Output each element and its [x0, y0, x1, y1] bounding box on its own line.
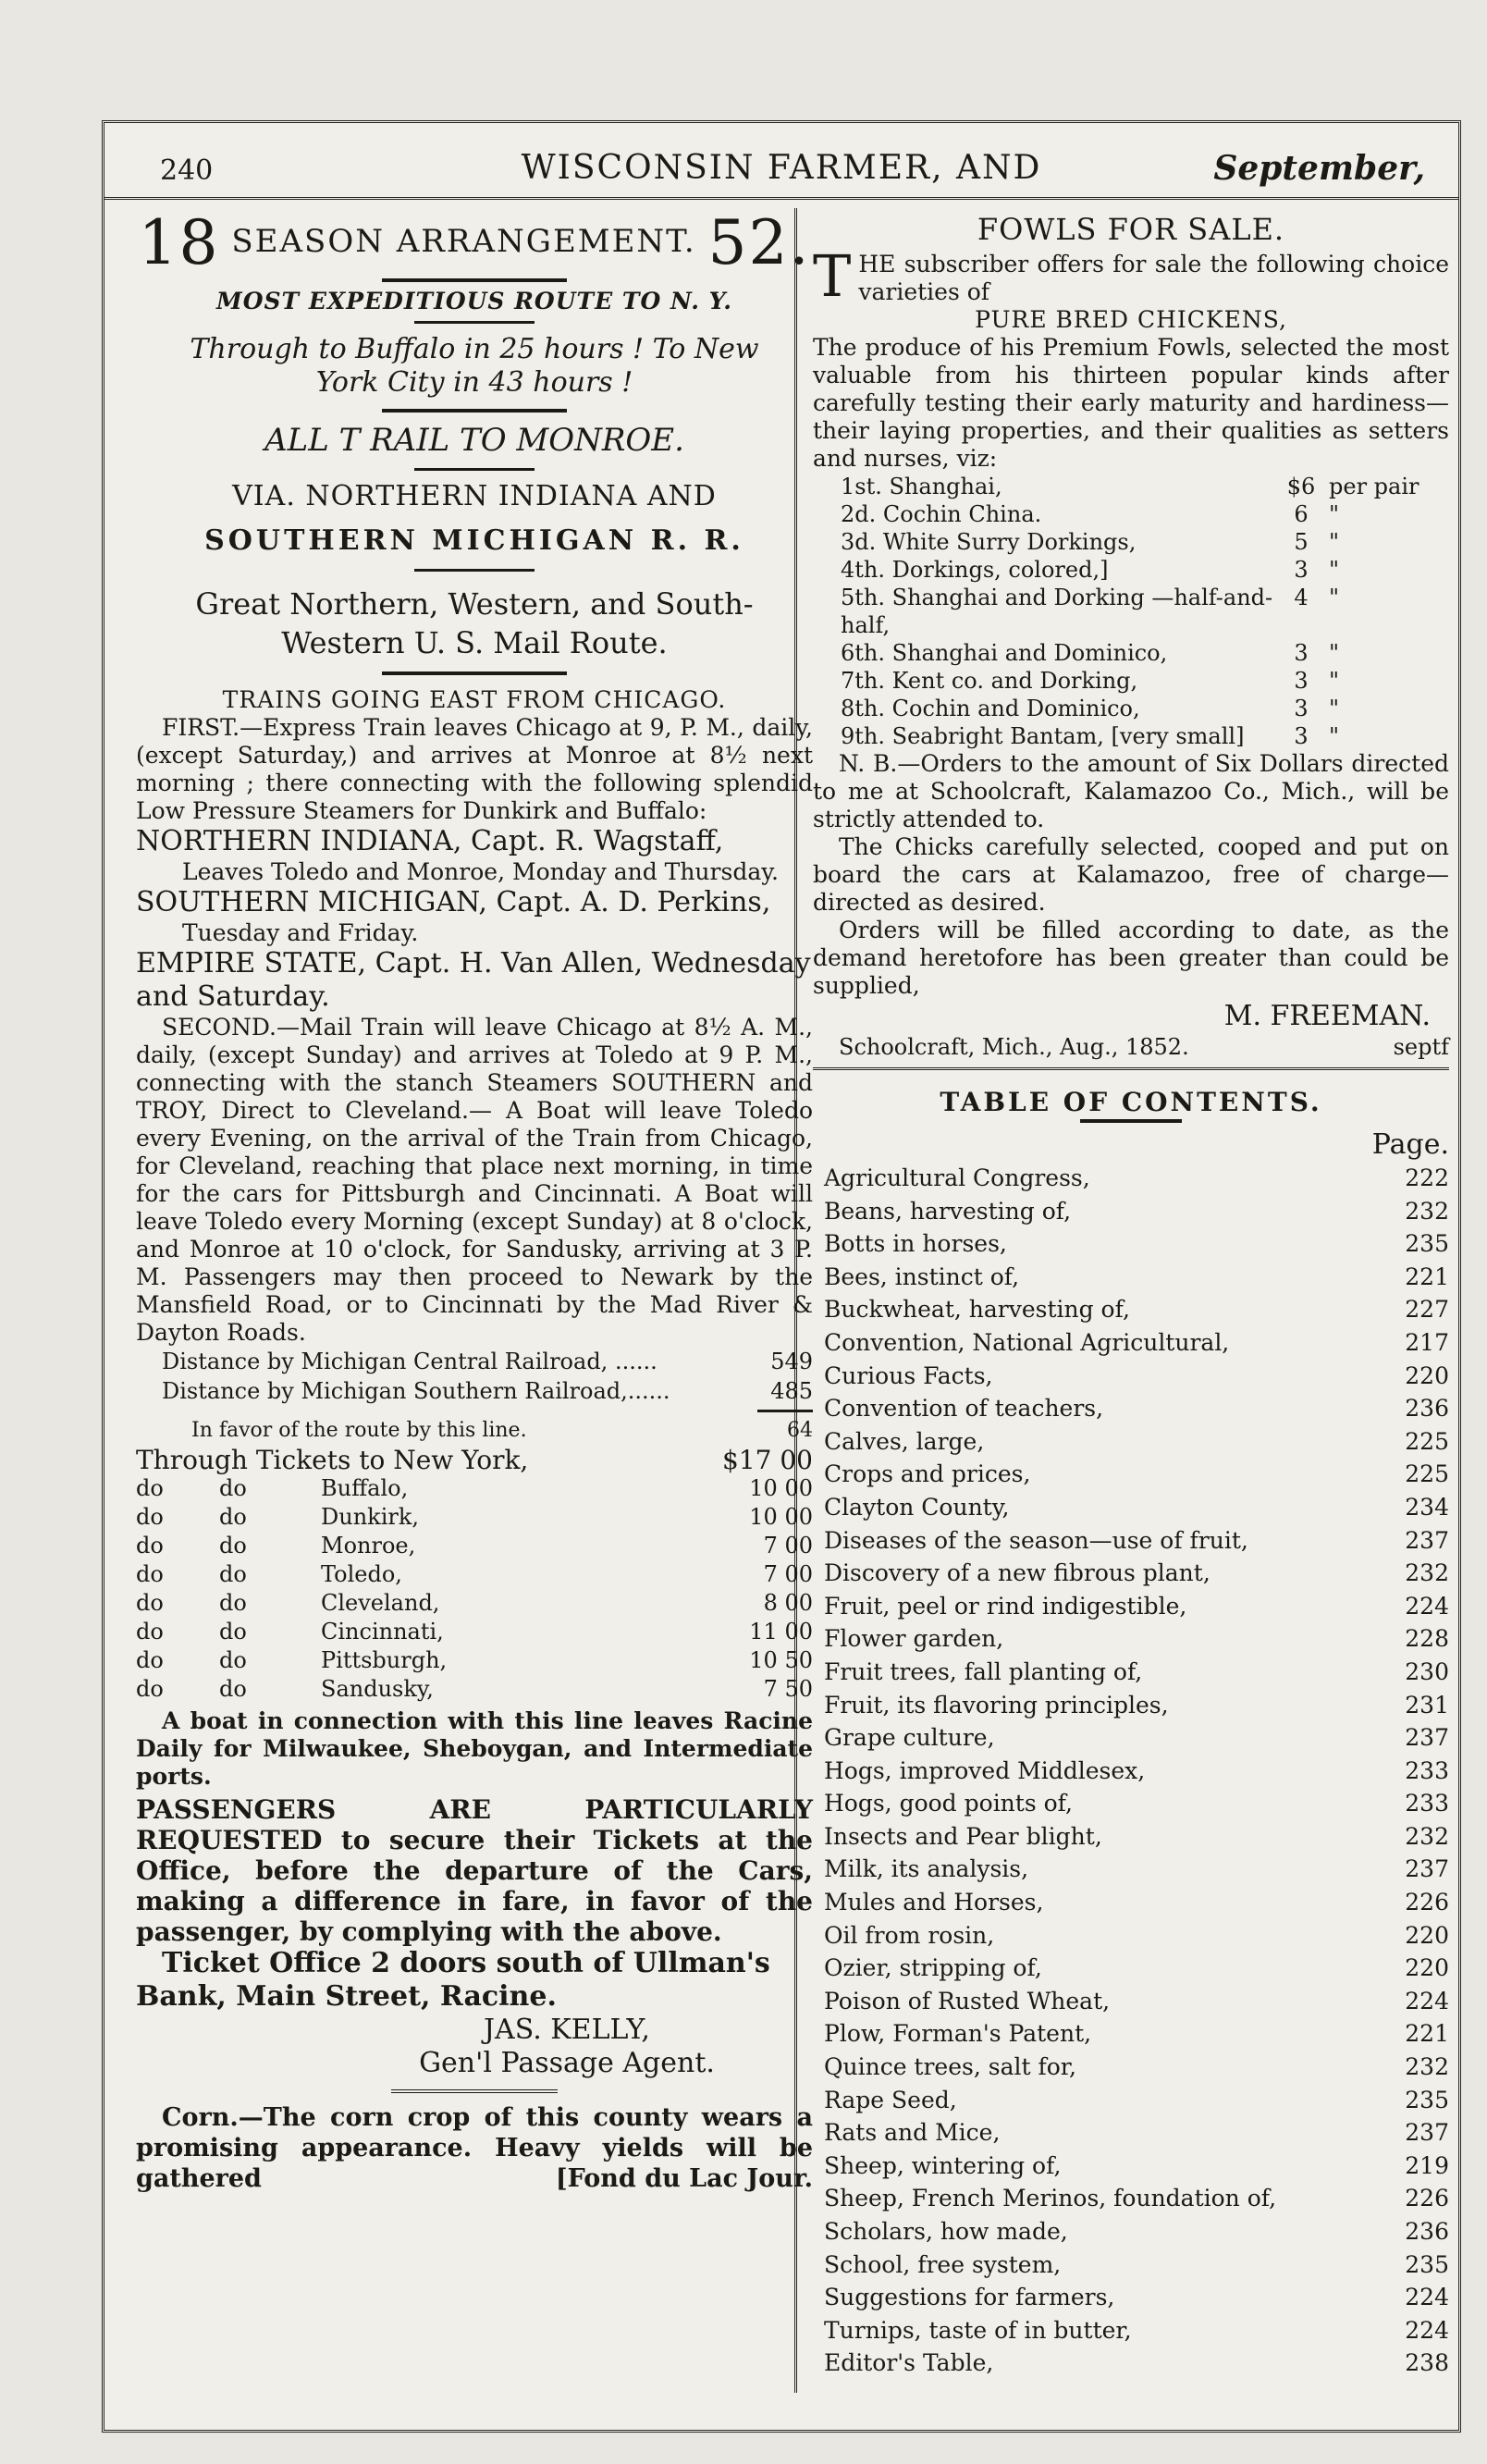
toc-entry — [813, 1491, 1449, 1524]
toc-entry-title: Botts in horses, — [824, 1230, 1007, 1258]
fare-ditto: do — [136, 1619, 164, 1645]
toc-entry-title: Clayton County, — [824, 1493, 1010, 1521]
fare-row — [136, 1532, 813, 1560]
fare-ditto: do — [219, 1504, 247, 1530]
agent-title: Gen'l Passage Agent. — [419, 2047, 715, 2079]
fowl-item — [813, 695, 1449, 722]
steamer-empire-state: EMPIRE STATE, Capt. H. Van Allen, Wednesday and Saturday. — [136, 947, 811, 1013]
fowl-name: 7th. Kent co. and Dorking, — [841, 668, 1138, 694]
toc-entry-page: 234 — [1405, 1493, 1449, 1521]
fowl-price: 3 — [1294, 640, 1309, 666]
toc-entry — [813, 2347, 1449, 2380]
fowl-item — [813, 722, 1449, 750]
toc-entry-page: 226 — [1405, 1889, 1449, 1916]
toc-entry-title: Fruit, peel or rind indigestible, — [824, 1592, 1187, 1620]
first-train: FIRST.—Express Train leaves Chicago at 9, P. M., daily, (except Saturday,) and arrives at Monroe at 8½ next morning ; there connecting with the following splendid Low Pressure Steamers for Dunkirk and Buffalo: — [136, 714, 813, 824]
through-ticket-price: $17 00 — [722, 1445, 813, 1475]
toc-entry-title: Hogs, improved Middlesex, — [824, 1756, 1146, 1784]
divider — [414, 321, 535, 324]
toc-entry — [813, 2017, 1449, 2051]
fowl-price: 6 — [1294, 501, 1309, 527]
steamer-northern-indiana-days: Leaves Toledo and Monroe, Monday and Thursday. — [182, 858, 779, 885]
toc-entry-title: Calves, large, — [824, 1427, 985, 1455]
toc-entry-page: 228 — [1405, 1625, 1449, 1653]
toc-entry-page: 217 — [1405, 1328, 1449, 1356]
toc-entry-page: 220 — [1405, 1361, 1449, 1389]
fare-row — [136, 1560, 813, 1589]
railroad-name: SOUTHERN MICHIGAN R. R. — [204, 524, 744, 557]
distance-label: Distance by Michigan Southern Railroad,...... — [162, 1378, 670, 1404]
page-number: 240 — [160, 154, 214, 187]
fowl-unit: " — [1329, 696, 1340, 721]
divider — [414, 569, 535, 572]
fare-ditto: do — [136, 1533, 164, 1558]
fare-ditto: do — [136, 1647, 164, 1673]
toc-entry-page: 220 — [1405, 1921, 1449, 1949]
toc-entry-page: 224 — [1405, 2316, 1449, 2344]
toc-entry-title: Quince trees, salt for, — [824, 2053, 1076, 2081]
favor-row — [136, 1416, 813, 1446]
fare-row — [136, 1474, 813, 1503]
toc-entry-page: 235 — [1405, 2086, 1449, 2113]
toc-entry — [813, 1293, 1449, 1326]
toc-entry-title: Editor's Table, — [824, 2349, 994, 2377]
route-line: MOST EXPEDITIOUS ROUTE TO N. Y. — [216, 288, 732, 314]
fowl-unit: " — [1329, 723, 1340, 749]
toc-entry-title: Convention, National Agricultural, — [824, 1328, 1230, 1356]
fare-destination: Cincinnati, — [321, 1619, 444, 1645]
fare-destination: Monroe, — [321, 1533, 416, 1558]
fowl-name: 9th. Seabright Bantam, [very small] — [841, 723, 1245, 749]
toc-entry-title: Turnips, taste of in butter, — [824, 2316, 1132, 2344]
corn-notice — [136, 2102, 813, 2194]
fare-destination: Cleveland, — [321, 1590, 440, 1616]
fowl-item — [813, 528, 1449, 556]
all-rail-line: ALL T RAIL TO MONROE. — [264, 422, 684, 459]
fare-destination: Pittsburgh, — [321, 1647, 448, 1673]
toc-entry-page: 233 — [1405, 1790, 1449, 1817]
through-ticket-row — [136, 1446, 813, 1474]
toc-entry-page: 225 — [1405, 1460, 1449, 1488]
toc-entry-page: 237 — [1405, 1855, 1449, 1883]
toc-entry-title: Buckwheat, harvesting of, — [824, 1296, 1130, 1324]
fowl-unit: per pair — [1329, 474, 1419, 499]
page-header — [104, 142, 1458, 200]
fowl-item — [813, 639, 1449, 667]
boat-notice: A boat in connection with this line leaves Racine Daily for Milwaukee, Sheboygan, and Intermediate ports. — [136, 1707, 813, 1790]
toc-entry-title: Diseases of the season—use of fruit, — [824, 1526, 1248, 1554]
toc-entry — [813, 1524, 1449, 1558]
toc-entry — [813, 2281, 1449, 2314]
through-ticket-label: Through Tickets to New York, — [136, 1445, 529, 1475]
toc-entry-page: 232 — [1405, 1822, 1449, 1850]
favor-label: In favor of the route by this line. — [191, 1419, 527, 1442]
distance-value: 485 — [770, 1378, 813, 1404]
fowl-price: $6 — [1286, 474, 1316, 499]
fare-ditto: do — [136, 1475, 164, 1501]
toc-entry — [813, 1919, 1449, 1953]
distance-label: Distance by Michigan Central Railroad, ...... — [162, 1349, 657, 1374]
toc-entry-page: 224 — [1405, 1987, 1449, 2014]
toc-entry — [813, 2215, 1449, 2248]
fowl-name: 6th. Shanghai and Dominico, — [841, 640, 1168, 666]
fare-ditto: do — [219, 1647, 247, 1673]
toc-entry-page: 224 — [1405, 1592, 1449, 1620]
toc-entry-title: Suggestions for farmers, — [824, 2284, 1115, 2311]
divider — [391, 2089, 558, 2093]
toc-entry — [813, 2248, 1449, 2282]
toc-entry-page: 219 — [1405, 2151, 1449, 2179]
toc-entry-title: Flower garden, — [824, 1625, 1004, 1653]
toc-entry-title: Grape culture, — [824, 1724, 995, 1752]
toc-entry — [813, 2051, 1449, 2084]
fare-row — [136, 1675, 813, 1704]
ticket-office: Ticket Office 2 doors south of Ullman's Bank, Main Street, Racine. — [136, 1947, 770, 2013]
fare-price: 8 00 — [763, 1590, 813, 1616]
chicks-note: The Chicks carefully selected, cooped and put on board the cars at Kalamazoo, free of charge—directed as desired. — [813, 833, 1449, 916]
season-heading — [136, 208, 813, 277]
fowl-unit: " — [1329, 529, 1340, 555]
fare-destination: Buffalo, — [321, 1475, 409, 1501]
fowls-intro — [813, 242, 1449, 310]
year-suffix: 52. — [707, 207, 811, 278]
toc-entry-title: Plow, Forman's Patent, — [824, 2020, 1092, 2048]
toc-entry-title: Rape Seed, — [824, 2086, 957, 2113]
fowl-unit: " — [1329, 501, 1340, 527]
toc-entry-title: School, free system, — [824, 2250, 1062, 2278]
distance-row — [136, 1347, 813, 1376]
fare-table — [136, 1474, 813, 1704]
divider — [382, 409, 567, 413]
toc-entry — [813, 1360, 1449, 1393]
toc-entry-page: 221 — [1405, 1263, 1449, 1290]
toc-entry-title: Mules and Horses, — [824, 1889, 1044, 1916]
fare-ditto: do — [219, 1533, 247, 1558]
divider — [382, 671, 567, 675]
fare-ditto: do — [136, 1561, 164, 1587]
fare-row — [136, 1618, 813, 1646]
fare-price: 10 00 — [749, 1504, 813, 1530]
toc-entry-title: Beans, harvesting of, — [824, 1197, 1072, 1225]
toc-entry-title: Convention of teachers, — [824, 1395, 1104, 1423]
trains-heading: TRAINS GOING EAST FROM CHICAGO. — [222, 686, 727, 713]
toc-entry — [813, 1590, 1449, 1623]
distance-value: 549 — [770, 1349, 813, 1374]
toc-entry — [813, 1689, 1449, 1722]
toc-entry — [813, 1195, 1449, 1228]
toc-entry — [813, 2314, 1449, 2347]
corn-source: [Fond du Lac Jour. — [555, 2164, 813, 2193]
fowls-intro-text: HE subscriber offers for sale the following choice varieties of — [858, 251, 1449, 305]
fare-price: 7 00 — [763, 1533, 813, 1558]
toc-entry-page: 235 — [1405, 2250, 1449, 2278]
fowl-price: 3 — [1294, 557, 1309, 583]
newspaper-page — [102, 120, 1461, 2433]
dateline: Schoolcraft, Mich., Aug., 1852. — [839, 1034, 1189, 1060]
toc-entry-page: 232 — [1405, 1197, 1449, 1225]
fare-price: 10 50 — [749, 1647, 813, 1673]
fare-price: 7 50 — [763, 1676, 813, 1702]
toc-entry-title: Sheep, wintering of, — [824, 2151, 1062, 2179]
fare-price: 10 00 — [749, 1475, 813, 1501]
page-title: WISCONSIN FARMER, AND — [521, 149, 1042, 187]
fare-ditto: do — [219, 1676, 247, 1702]
fare-destination: Toledo, — [321, 1561, 402, 1587]
toc-entry-page: 221 — [1405, 2020, 1449, 2048]
toc-entry — [813, 1886, 1449, 1919]
toc-entry-page: 237 — [1405, 2119, 1449, 2147]
steamer-northern-indiana: NORTHERN INDIANA, Capt. R. Wagstaff, — [136, 825, 724, 857]
page-month: September, — [1213, 149, 1425, 188]
fare-ditto: do — [136, 1590, 164, 1616]
toc-entry-page: 235 — [1405, 1230, 1449, 1258]
pure-bred-chickens: PURE BRED CHICKENS, — [975, 306, 1287, 333]
dateline-row — [813, 1033, 1449, 1062]
divider — [382, 278, 567, 282]
toc-entry-page: 231 — [1405, 1691, 1449, 1719]
fare-ditto: do — [136, 1676, 164, 1702]
favor-value: 64 — [787, 1419, 813, 1442]
toc-entry-page: 232 — [1405, 2053, 1449, 2081]
toc-entry-title: Crops and prices, — [824, 1460, 1031, 1488]
fowl-name: 3d. White Surry Dorkings, — [841, 529, 1137, 555]
toc-entry — [813, 1952, 1449, 1985]
toc-entry-title: Rats and Mice, — [824, 2119, 1001, 2147]
toc-entry — [813, 1326, 1449, 1360]
toc-entry — [813, 2150, 1449, 2183]
toc-entry — [813, 1261, 1449, 1294]
via-line: VIA. NORTHERN INDIANA AND — [232, 480, 717, 512]
toc-entry-page: 222 — [1405, 1164, 1449, 1191]
fowl-price: 3 — [1294, 668, 1309, 694]
divider — [414, 468, 535, 471]
fare-ditto: do — [136, 1504, 164, 1530]
toc-entry-title: Curious Facts, — [824, 1361, 993, 1389]
fowl-unit: " — [1329, 640, 1340, 666]
fowl-item — [813, 500, 1449, 528]
divider — [813, 1067, 1449, 1070]
fowl-name: 8th. Cochin and Dominico, — [841, 696, 1140, 721]
toc-entry-title: Scholars, how made, — [824, 2218, 1068, 2245]
left-column — [136, 208, 822, 2393]
dateline-tag: septf — [1393, 1034, 1449, 1060]
divider — [1080, 1119, 1182, 1123]
toc-entry — [813, 1985, 1449, 2018]
fare-price: 7 00 — [763, 1561, 813, 1587]
fowl-name: 1st. Shanghai, — [841, 474, 1002, 499]
toc-entry-title: Ozier, stripping of, — [824, 1954, 1042, 1982]
toc-entry — [813, 1557, 1449, 1590]
fowl-item — [813, 473, 1449, 500]
mail-route: Great Northern, Western, and South-Western U. S. Mail Route. — [195, 586, 754, 660]
corn-text: Corn.—The corn crop of this county wears a promising appearance. Heavy yields will be gathered — [136, 2103, 813, 2193]
fowl-item — [813, 556, 1449, 584]
fare-ditto: do — [219, 1475, 247, 1501]
fowls-title: FOWLS FOR SALE. — [977, 212, 1285, 247]
fare-ditto: do — [219, 1619, 247, 1645]
right-column — [800, 208, 1466, 2393]
toc-title: TABLE OF CONTENTS. — [940, 1087, 1322, 1117]
fowl-price-list — [813, 473, 1449, 750]
toc-entry-page: 224 — [1405, 2284, 1449, 2311]
toc-entry-page: 236 — [1405, 1395, 1449, 1423]
toc-entry-page: 238 — [1405, 2349, 1449, 2377]
toc-entry-title: Agricultural Congress, — [824, 1164, 1090, 1191]
toc-entry — [813, 1787, 1449, 1820]
fare-price: 11 00 — [749, 1619, 813, 1645]
toc-entry-page: 227 — [1405, 1296, 1449, 1324]
second-train: SECOND.—Mail Train will leave Chicago at 8½ A. M., daily, (except Sunday) and arrives at Toledo at 9 P. M., connecting with the stanch Steamers SOUTHERN and TROY, Direct to Cleveland.— A Boat will leave Toledo every Evening, on the arrival of the Train from Chicago, for Cleveland, reaching that place next morning, in time for the cars for Pittsburgh and Cincinnati. A Boat will leave Toledo every Morning (except Sunday) at 8 o'clock, and Monroe at 10 o'clock, for Sandusky, arriving at 3 P. M. Passengers may then proceed to Newark by the Mansfield Road, or to Cincinnati by the Mad River & Dayton Roads. — [136, 1014, 813, 1346]
toc-entry-title: Poison of Rusted Wheat, — [824, 1987, 1111, 2014]
toc-entry — [813, 1755, 1449, 1788]
passengers-notice: PASSENGERS ARE PARTICULARLY REQUESTED to secure their Tickets at the Office, before the departure of the Cars, making a difference in fare, in favor of the passenger, by complying with the above. — [136, 1794, 813, 1947]
season-arrangement: SEASON ARRANGEMENT. — [231, 223, 696, 260]
toc-entry-page: 225 — [1405, 1427, 1449, 1455]
fowl-unit: " — [1329, 585, 1340, 610]
fowl-item — [813, 667, 1449, 695]
toc-entry-page: 230 — [1405, 1657, 1449, 1685]
toc-entry-page: 232 — [1405, 1559, 1449, 1587]
toc-entry — [813, 1425, 1449, 1459]
fowl-unit: " — [1329, 557, 1340, 583]
toc-entry — [813, 1622, 1449, 1656]
orders-note: Orders will be filled according to date, as the demand heretofore has been greater than could be supplied, — [813, 917, 1449, 999]
fare-row — [136, 1646, 813, 1675]
toc-entry-title: Insects and Pear blight, — [824, 1822, 1102, 1850]
fowl-name: 5th. Shanghai and Dorking —half-and-half, — [841, 585, 1273, 638]
toc-entry-title: Oil from rosin, — [824, 1921, 995, 1949]
toc-entry-page: 220 — [1405, 1954, 1449, 1982]
toc-entry — [813, 1853, 1449, 1886]
toc-entry-title: Milk, its analysis, — [824, 1855, 1029, 1883]
fare-ditto: do — [219, 1590, 247, 1616]
toc-entry-title: Fruit trees, fall planting of, — [824, 1657, 1143, 1685]
fowl-unit: " — [1329, 668, 1340, 694]
toc-entry — [813, 2084, 1449, 2117]
fowl-item — [813, 584, 1449, 639]
steamer-southern-michigan-days: Tuesday and Friday. — [182, 919, 419, 946]
toc-entry-page: 226 — [1405, 2185, 1449, 2212]
toc-entry-page: 233 — [1405, 1756, 1449, 1784]
fare-ditto: do — [219, 1561, 247, 1587]
steamer-southern-michigan: SOUTHERN MICHIGAN, Capt. A. D. Perkins, — [136, 886, 771, 918]
through-times: Through to Buffalo in 25 hours ! To New York City in 43 hours ! — [190, 333, 759, 399]
fowl-name: 4th. Dorkings, colored,] — [841, 557, 1109, 583]
fowl-price: 3 — [1294, 696, 1309, 721]
agent-name: JAS. KELLY, — [484, 2014, 650, 2046]
toc-entry-title: Fruit, its flavoring principles, — [824, 1691, 1169, 1719]
fare-destination: Dunkirk, — [321, 1504, 420, 1530]
distance-row — [136, 1376, 813, 1406]
toc-entry-page: 237 — [1405, 1724, 1449, 1752]
drop-cap: T — [813, 242, 852, 310]
toc-entry-title: Bees, instinct of, — [824, 1263, 1020, 1290]
toc-entry — [813, 1392, 1449, 1425]
fare-destination: Sandusky, — [321, 1676, 434, 1702]
toc-entry-title: Hogs, good points of, — [824, 1790, 1073, 1817]
toc-entry — [813, 1162, 1449, 1195]
toc-entry — [813, 1656, 1449, 1689]
toc-page-heading: Page. — [1371, 1128, 1449, 1161]
year-prefix: 18 — [138, 207, 220, 278]
signer: M. FREEMAN. — [1223, 1000, 1431, 1032]
toc-entry — [813, 1227, 1449, 1261]
toc-entry-page: 236 — [1405, 2218, 1449, 2245]
toc-entry — [813, 1721, 1449, 1755]
toc-entry — [813, 2182, 1449, 2215]
toc-entry-title: Discovery of a new fibrous plant, — [824, 1559, 1210, 1587]
fowl-price: 4 — [1294, 585, 1309, 610]
toc-list — [813, 1162, 1449, 2380]
toc-entry — [813, 1458, 1449, 1491]
fare-row — [136, 1503, 813, 1532]
fowls-description: The produce of his Premium Fowls, selected the most valuable from his thirteen popular kinds after carefully testing their early maturity and hardiness—their laying properties, and their qualities as setters and nurses, viz: — [813, 334, 1449, 472]
toc-entry — [813, 1820, 1449, 1854]
fowl-price: 5 — [1294, 529, 1309, 555]
fowl-price: 3 — [1294, 723, 1309, 749]
toc-entry — [813, 2116, 1449, 2150]
toc-entry-page: 237 — [1405, 1526, 1449, 1554]
fare-row — [136, 1589, 813, 1618]
order-note: N. B.—Orders to the amount of Six Dollars directed to me at Schoolcraft, Kalamazoo Co., Mich., will be strictly attended to. — [813, 750, 1449, 832]
toc-entry-title: Sheep, French Merinos, foundation of, — [824, 2185, 1277, 2212]
fowl-name: 2d. Cochin China. — [841, 501, 1042, 527]
